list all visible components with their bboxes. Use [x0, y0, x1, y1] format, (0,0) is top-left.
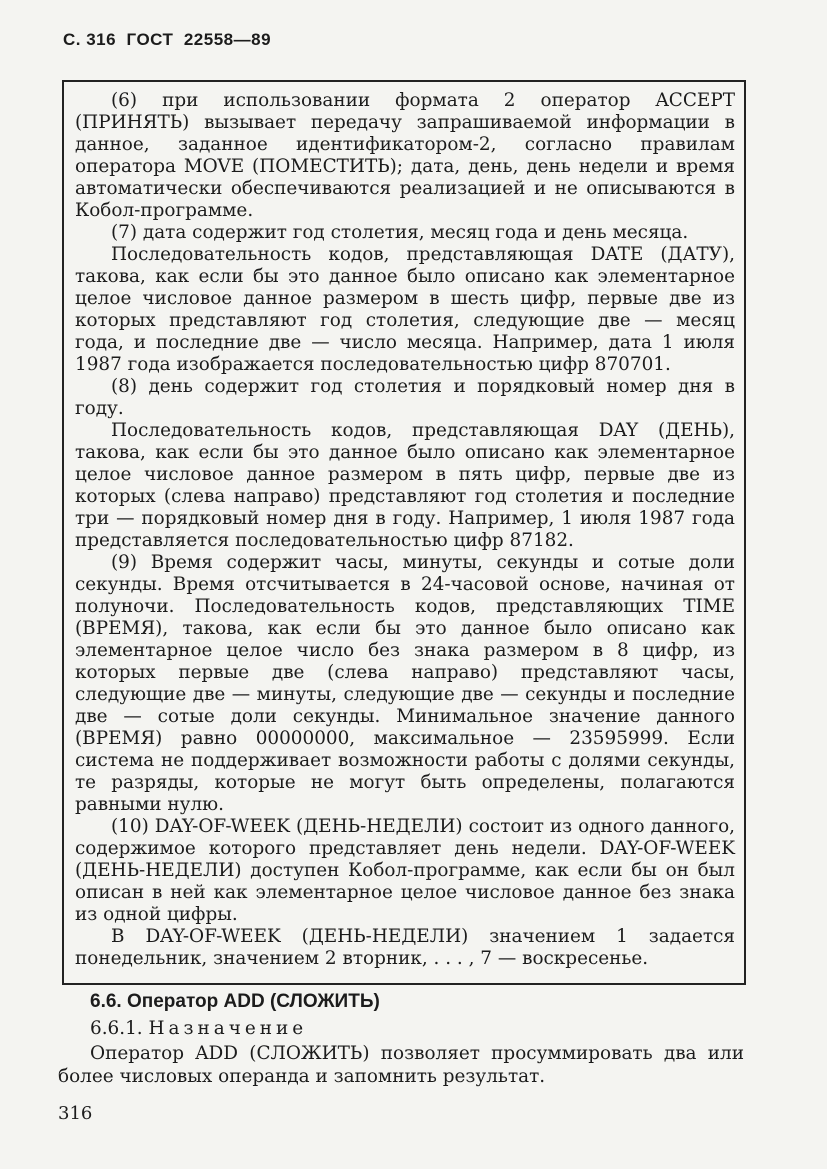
page-header: С. 316 ГОСТ 22558—89	[63, 30, 272, 49]
paragraph-item-8: (8) день содержит год столетия и порядковый номер дня в году.	[75, 376, 735, 419]
paragraph-date-sequence: Последовательность кодов, представляющая DATE (ДАТУ), такова, как если бы это данное было описано как элементарное целое числовое данное размером в шесть цифр, первые две из которых представляют год столетия, следующие две — месяц года, и последние две — число месяца. Например, дата 1 июля 1987 года изображается последовательностью цифр 870701.	[75, 244, 735, 375]
boxed-text-block	[62, 80, 746, 983]
body-paragraph: Оператор ADD (СЛОЖИТЬ) позволяет просуммировать два или более числовых операнда и запомнить результат.	[58, 1043, 744, 1087]
subsection-number: 6.6.1.	[90, 1018, 143, 1039]
subsection-title: Назначение	[148, 1018, 308, 1039]
paragraph-day-sequence: Последовательность кодов, представляющая DAY (ДЕНЬ), такова, как если бы это данное было описано как элементарное целое числовое данное размером в пять цифр, первые две из которых (слева направо) представляют год столетия и последние три — порядковый номер дня в году. Например, 1 июля 1987 года представляется последовательностью цифр 87182.	[75, 420, 735, 551]
paragraph-item-6: (6) при использовании формата 2 оператор ACCEPT (ПРИНЯТЬ) вызывает передачу запрашиваемой информации в данное, заданное идентификатором-2, согласно правилам оператора MOVE (ПОМЕСТИТЬ); дата, день, день недели и время автоматически обеспечиваются реализацией и не описываются в Кобол-программе.	[75, 90, 735, 221]
paragraph-item-10: (10) DAY-OF-WEEK (ДЕНЬ-НЕДЕЛИ) состоит из одного данного, содержимое которого представляет день недели. DAY-OF-WEEK (ДЕНЬ-НЕДЕЛИ) доступен Кобол-программе, как если бы он был описан в ней как элементарное целое числовое данное без знака из одной цифры.	[75, 816, 735, 925]
subsection-heading	[90, 1018, 307, 1039]
box-bottom-rule	[62, 983, 746, 985]
paragraph-item-7: (7) дата содержит год столетия, месяц года и день месяца.	[111, 222, 689, 243]
paragraph-item-9: (9) Время содержит часы, минуты, секунды и сотые доли секунды. Время отсчитывается в 24-часовой основе, начиная от полуночи. Последовательность кодов, представляющих TIME (ВРЕМЯ), такова, как если бы это данное было описано как элементарное целое число без знака размером в 8 цифр, из которых первые две (слева направо) представляют часы, следующие две — минуты, следующие две — секунды и последние две — сотые доли секунды. Минимальное значение данного (ВРЕМЯ) равно 00000000, максимальное — 23595999. Если система не поддерживает возможности работы с долями секунды, те разряды, которые не могут быть определены, полагаются равными нулю.	[75, 552, 735, 815]
page-number: 316	[58, 1103, 93, 1124]
section-heading: 6.6. Оператор ADD (СЛОЖИТЬ)	[90, 991, 380, 1012]
paragraph-day-of-week-values: В DAY-OF-WEEK (ДЕНЬ-НЕДЕЛИ) значением 1 задается понедельник, значением 2 вторник, . . . , 7 — воскресенье.	[75, 926, 735, 969]
